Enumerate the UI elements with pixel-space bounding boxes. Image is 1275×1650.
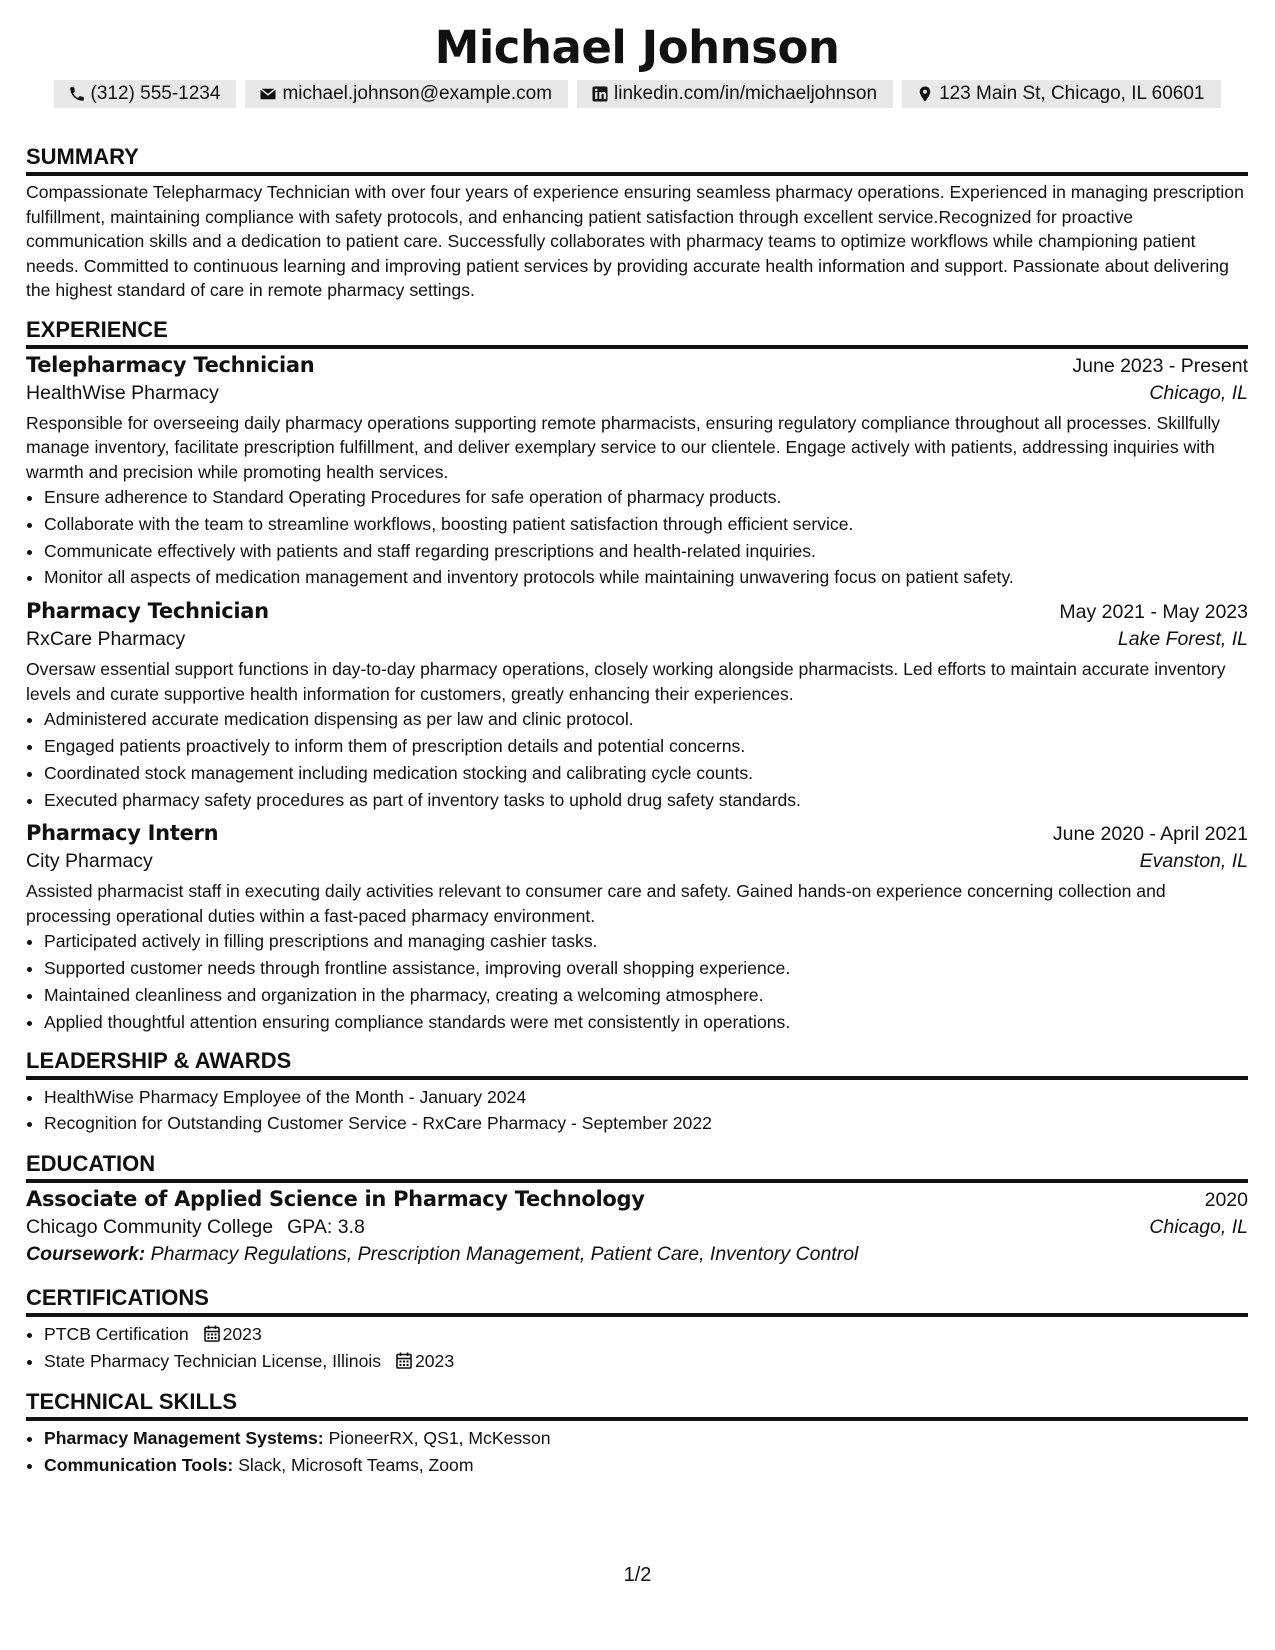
job-bullets <box>26 928 1248 1035</box>
skill-label: Pharmacy Management Systems: <box>44 1427 324 1448</box>
list-item <box>44 1348 1248 1375</box>
certification-name: PTCB Certification <box>44 1324 189 1345</box>
calendar-icon <box>204 1325 220 1342</box>
coursework-text: Pharmacy Regulations, Prescription Management, Patient Care, Inventory Control <box>150 1243 859 1266</box>
skills-section <box>26 1387 1248 1479</box>
list-item: • Executed pharmacy safety procedures as part of inventory tasks to uphold drug safety standards. <box>44 787 1248 814</box>
job-location: Chicago, IL <box>1149 381 1248 404</box>
graduation-year: 2020 <box>1204 1189 1248 1212</box>
certification-year: 2023 <box>414 1350 455 1371</box>
list-item: • Ensure adherence to Standard Operating Procedures for safe operation of pharmacy products. <box>44 484 1248 511</box>
skills-list <box>26 1425 1248 1479</box>
job-entry <box>26 353 1248 592</box>
list-item: • Engaged patients proactively to inform them of prescription details and potential concerns. <box>44 733 1248 760</box>
list-item: • Monitor all aspects of medication management and inventory protocols while maintaining unwavering focus on patient safety. <box>44 564 1248 591</box>
job-description: Oversaw essential support functions in day-to-day pharmacy operations, closely working alongside pharmacists. Led efforts to maintain accurate inventory levels and curate supportive health information for customers, greatly enhancing their experiences. <box>26 659 1226 704</box>
job-dates: June 2020 - April 2021 <box>1052 823 1248 846</box>
list-item: • Communicate effectively with patients and staff regarding prescriptions and health-related inquiries. <box>44 538 1248 565</box>
job-entry <box>26 821 1248 1035</box>
coursework-line <box>26 1239 1248 1269</box>
skill-value: PioneerRX, QS1, McKesson <box>328 1427 551 1448</box>
certification-year: 2023 <box>222 1324 262 1345</box>
job-bullets <box>26 484 1248 591</box>
envelope-icon <box>259 85 277 103</box>
experience-heading: EXPERIENCE <box>26 315 1248 349</box>
certification-name: State Pharmacy Technician License, Illinois <box>44 1350 382 1371</box>
phone-icon <box>68 85 86 103</box>
gpa-text: GPA: 3.8 <box>287 1216 365 1239</box>
list-item: • Maintained cleanliness and organization in the pharmacy, creating a welcoming atmosphere. <box>44 982 1248 1009</box>
list-item <box>44 1425 1248 1452</box>
linkedin-text: linkedin.com/in/michaeljohnson <box>614 83 878 104</box>
skills-heading: TECHNICAL SKILLS <box>26 1387 1248 1421</box>
page-number: 1/2 <box>623 1564 652 1586</box>
skill-value: Slack, Microsoft Teams, Zoom <box>238 1454 474 1475</box>
job-location: Evanston, IL <box>1139 850 1248 873</box>
job-company: RxCare Pharmacy <box>26 628 186 651</box>
list-item: • HealthWise Pharmacy Employee of the Month - January 2024 <box>44 1084 1248 1111</box>
candidate-name: Michael Johnson <box>434 21 840 74</box>
experience-section <box>26 315 1248 1036</box>
phone-text: (312) 555-1234 <box>90 83 221 104</box>
job-entry <box>26 599 1248 813</box>
job-title: Telepharmacy Technician <box>26 352 315 377</box>
summary-text: Compassionate Telepharmacy Technician with over four years of experience ensuring seamless pharmacy operations. Experienced in managing prescription fulfillment, maintaining compliance with safety protocols, and enhancing patient satisfaction through excellent service.Recognized for proactive communication skills and a dedication to patient care. Successfully collaborates with pharmacy teams to optimize workflows while championing patient needs. Committed to continuous learning and improving patient services by providing accurate health information and support. Passionate about delivering the highest standard of care in remote pharmacy settings. <box>26 182 1244 300</box>
list-item: • Applied thoughtful attention ensuring compliance standards were met consistently in operations. <box>44 1009 1248 1036</box>
job-location: Lake Forest, IL <box>1117 628 1248 651</box>
awards-heading: LEADERSHIP & AWARDS <box>26 1046 1248 1080</box>
education-heading: EDUCATION <box>26 1149 1248 1183</box>
address-chip[interactable] <box>902 80 1220 108</box>
linkedin-icon <box>591 85 609 103</box>
list-item: • Collaborate with the team to streamline workflows, boosting patient satisfaction through efficient service. <box>44 511 1248 538</box>
list-item: • Coordinated stock management including medication stocking and calibrating cycle counts. <box>44 760 1248 787</box>
job-bullets <box>26 706 1248 813</box>
coursework-label: Coursework: <box>26 1243 146 1266</box>
list-item <box>44 1452 1248 1479</box>
list-item: • Supported customer needs through frontline assistance, improving overall shopping experience. <box>44 955 1248 982</box>
job-dates: June 2023 - Present <box>1072 354 1248 377</box>
job-dates: May 2021 - May 2023 <box>1059 601 1248 624</box>
summary-section <box>26 142 1248 303</box>
school-location: Chicago, IL <box>1149 1216 1248 1239</box>
job-description: Responsible for overseeing daily pharmacy operations supporting remote pharmacists, ensuring regulatory compliance throughout all processes. Skillfully manage inventory, facilitate prescription fulfillment, and deliver exemplary service to our clientele. Engage actively with patients, addressing inquiries with warmth and precision while promoting health services. <box>26 412 1221 482</box>
education-section <box>26 1149 1248 1269</box>
list-item <box>44 1321 1248 1348</box>
degree-title: Associate of Applied Science in Pharmacy Technology <box>26 1187 645 1212</box>
job-company: HealthWise Pharmacy <box>26 381 219 404</box>
email-chip[interactable] <box>245 80 568 108</box>
certifications-section <box>26 1283 1248 1375</box>
list-item: • Participated actively in filling prescriptions and managing cashier tasks. <box>44 928 1248 955</box>
summary-heading: SUMMARY <box>26 142 1248 176</box>
certifications-heading: CERTIFICATIONS <box>26 1283 1248 1317</box>
email-text: michael.johnson@example.com <box>282 83 553 104</box>
phone-chip[interactable] <box>54 80 237 108</box>
awards-list <box>26 1084 1248 1138</box>
linkedin-chip[interactable] <box>577 80 893 108</box>
address-text: 123 Main St, Chicago, IL 60601 <box>939 83 1205 104</box>
list-item: • Recognition for Outstanding Customer Service - RxCare Pharmacy - September 2022 <box>44 1110 1248 1137</box>
job-title: Pharmacy Intern <box>26 821 219 846</box>
list-item: • Administered accurate medication dispensing as per law and clinic protocol. <box>44 706 1248 733</box>
calendar-icon <box>396 1352 412 1369</box>
map-pin-icon <box>916 85 934 103</box>
contact-bar <box>26 80 1248 108</box>
skill-label: Communication Tools: <box>44 1454 234 1475</box>
job-description: Assisted pharmacist staff in executing daily activities relevant to consumer care and safety. Gained hands-on experience concerning collection and processing operational duties within a fast-paced pharmacy environment. <box>26 881 1166 926</box>
job-company: City Pharmacy <box>26 850 153 873</box>
certifications-list <box>26 1321 1248 1375</box>
job-title: Pharmacy Technician <box>26 599 269 624</box>
awards-section <box>26 1046 1248 1138</box>
school-name: Chicago Community College <box>26 1216 274 1239</box>
